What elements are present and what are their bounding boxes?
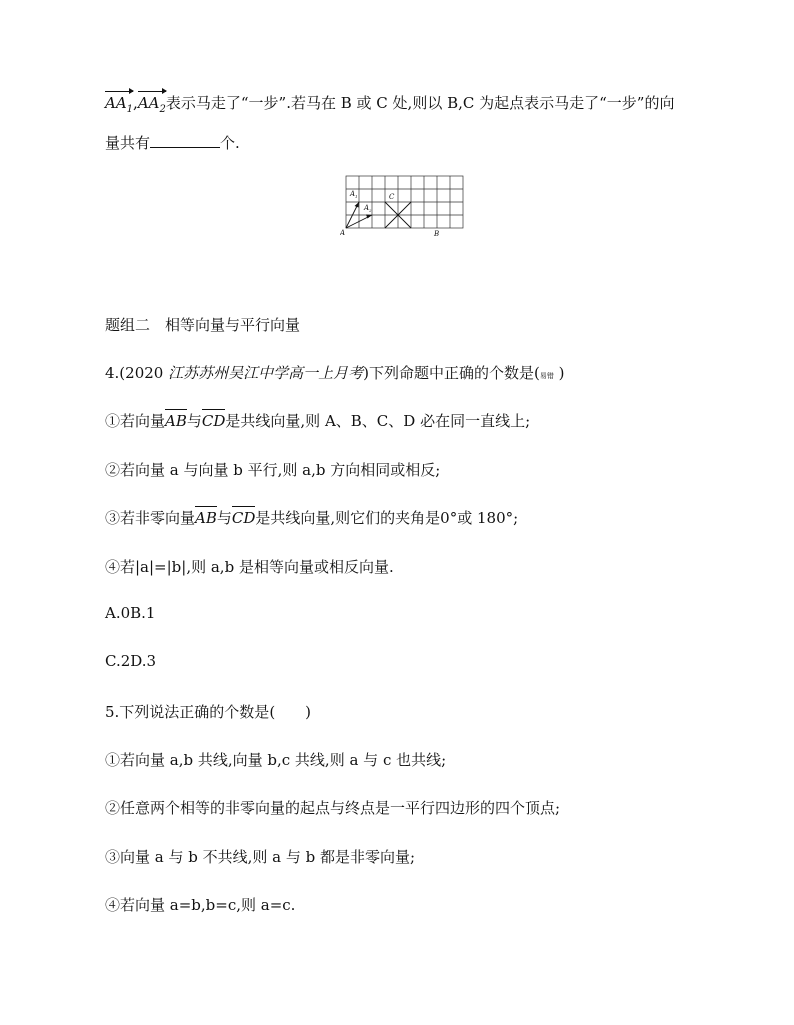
label-a1: A (350, 190, 356, 198)
section-title: 题组二 相等向量与平行向量 (105, 316, 301, 334)
q5-item-2: ②任意两个相等的非零向量的起点与终点是一平行四边形的四个顶点; (105, 799, 561, 817)
answer-blank[interactable] (150, 135, 220, 148)
vector-aa2: $AA_2$ (137, 94, 166, 115)
q4-item-3: ③若非零向量AB与CD是共线向量,则它们的夹角是0°或 180°; (105, 509, 519, 527)
label-c: C (389, 193, 395, 201)
vector-ab: AB (195, 509, 217, 527)
label-a2-sub: 2 (369, 208, 372, 213)
label-a: A (340, 229, 346, 237)
difficulty-badge: 易错 (539, 372, 554, 380)
q5-item-4: ④若向量 a=b,b=c,则 a=c. (105, 896, 296, 914)
q5-stem: 5.下列说法正确的个数是( ) (105, 703, 312, 721)
knight-grid-figure (340, 172, 470, 238)
label-a2: A (364, 204, 370, 212)
label-b: B (434, 230, 440, 238)
q3-line-1: $AA_1,AA_2$表示马走了“一步”.若马在 B 或 C 处,则以 B,C 为起点表示马走了“一步”的向 (105, 94, 675, 115)
arrow-head-a1 (355, 202, 360, 208)
q4-stem: 4.(2020 江苏苏州吴江中学高一上月考)下列命题中正确的个数是(易错 ) (105, 364, 565, 382)
q5-item-3: ③向量 a 与 b 不共线,则 a 与 b 都是非零向量; (105, 848, 416, 866)
q4-options-cd[interactable]: C.2D.3 (105, 652, 157, 670)
q4-options-ab[interactable]: A.0B.1 (105, 604, 156, 622)
vector-cd: CD (201, 412, 226, 430)
q4-item-2: ②若向量 a 与向量 b 平行,则 a,b 方向相同或相反; (105, 461, 441, 479)
label-a1-sub: 1 (355, 194, 358, 199)
q5-item-1: ①若向量 a,b 共线,向量 b,c 共线,则 a 与 c 也共线; (105, 751, 447, 769)
q4-item-4: ④若|a|=|b|,则 a,b 是相等向量或相反向量. (105, 558, 394, 576)
vector-ab: AB (165, 412, 187, 430)
grid-lines (346, 176, 463, 228)
vector-aa1: $AA_1$ (105, 94, 134, 115)
q4-source: 江苏苏州吴江中学高一上月考 (168, 364, 364, 382)
q4-item-1: ①若向量AB与CD是共线向量,则 A、B、C、D 必在同一直线上; (105, 412, 531, 430)
q3-line-2: 量共有 个. (105, 134, 240, 152)
vector-cd: CD (231, 509, 256, 527)
q3-text: 表示马走了“一步”.若马在 B 或 C 处,则以 B,C 为起点表示马走了“一步”的向 (165, 94, 675, 112)
